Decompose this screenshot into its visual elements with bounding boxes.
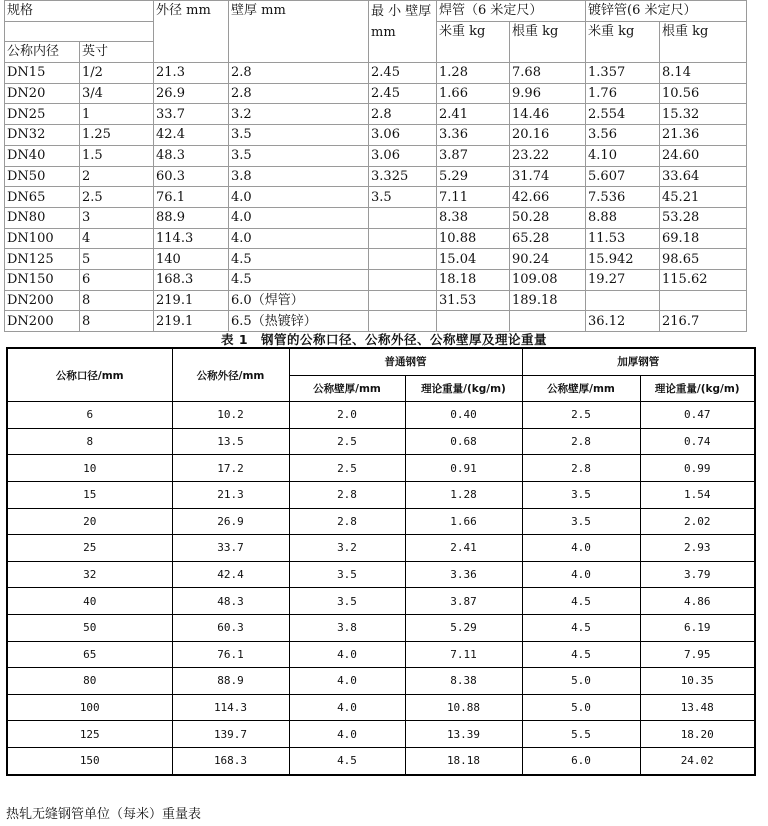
header-ordinary-weight: 理论重量/(kg/m) — [405, 375, 522, 402]
cell-galv-per-piece: 216.7 — [660, 311, 747, 332]
cell-nominal-bore: 150 — [7, 747, 172, 774]
cell-thickened-wall: 3.5 — [522, 481, 640, 508]
cell-ordinary-weight: 3.87 — [405, 588, 522, 615]
cell-ordinary-weight: 7.11 — [405, 641, 522, 668]
cell-thickened-wall: 3.5 — [522, 508, 640, 535]
cell-galv-per-piece: 10.56 — [660, 83, 747, 104]
cell-welded-per-piece: 14.46 — [510, 104, 586, 125]
cell-welded-per-piece: 50.28 — [510, 207, 586, 228]
cell-galv-per-piece: 45.21 — [660, 187, 747, 208]
cell-min-wall — [369, 290, 437, 311]
cell-inch: 2 — [80, 166, 154, 187]
cell-ordinary-wall: 4.0 — [289, 668, 405, 695]
header-spec: 规格 — [5, 1, 154, 22]
cell-welded-per-meter: 18.18 — [437, 269, 510, 290]
cell-min-wall: 2.8 — [369, 104, 437, 125]
cell-thickened-weight: 7.95 — [640, 641, 755, 668]
cell-nominal-bore: 50 — [7, 614, 172, 641]
cell-welded-per-meter: 1.28 — [437, 63, 510, 84]
cell-inch: 8 — [80, 290, 154, 311]
table-row — [5, 166, 747, 187]
cell-nominal-od: 139.7 — [172, 721, 289, 748]
header-welded-per-piece: 根重 kg — [510, 21, 586, 62]
cell-galv-per-piece: 8.14 — [660, 63, 747, 84]
cell-thickened-weight: 18.20 — [640, 721, 755, 748]
cell-nominal-od: 33.7 — [172, 535, 289, 562]
cell-nominal-bore: 25 — [7, 535, 172, 562]
cell-ordinary-weight: 10.88 — [405, 694, 522, 721]
cell-outer-diameter: 21.3 — [154, 63, 229, 84]
cell-galv-per-meter: 1.357 — [586, 63, 660, 84]
table-row — [5, 207, 747, 228]
cell-wall: 3.5 — [229, 125, 369, 146]
cell-ordinary-weight: 0.40 — [405, 402, 522, 429]
cell-welded-per-meter: 3.36 — [437, 125, 510, 146]
cell-nominal-od: 88.9 — [172, 668, 289, 695]
cell-thickened-wall: 4.0 — [522, 535, 640, 562]
cell-wall: 4.5 — [229, 249, 369, 270]
cell-nominal-od: 76.1 — [172, 641, 289, 668]
cell-ordinary-wall: 4.5 — [289, 747, 405, 774]
cell-ordinary-wall: 2.8 — [289, 481, 405, 508]
footer-note: 热轧无缝钢管单位（每米）重量表 — [6, 807, 202, 822]
cell-dn: DN100 — [5, 228, 80, 249]
cell-min-wall: 3.06 — [369, 125, 437, 146]
cell-wall: 4.5 — [229, 269, 369, 290]
cell-nominal-bore: 125 — [7, 721, 172, 748]
cell-thickened-wall: 5.5 — [522, 721, 640, 748]
header-spec-spacer — [5, 21, 154, 42]
cell-galv-per-piece: 33.64 — [660, 166, 747, 187]
cell-welded-per-meter: 31.53 — [437, 290, 510, 311]
cell-galv-per-meter: 3.56 — [586, 125, 660, 146]
header-ordinary-pipe: 普通钢管 — [289, 348, 522, 375]
cell-outer-diameter: 76.1 — [154, 187, 229, 208]
cell-outer-diameter: 42.4 — [154, 125, 229, 146]
cell-thickened-weight: 10.35 — [640, 668, 755, 695]
cell-welded-per-piece — [510, 311, 586, 332]
cell-nominal-bore: 100 — [7, 694, 172, 721]
cell-thickened-wall: 4.5 — [522, 641, 640, 668]
cell-dn: DN20 — [5, 83, 80, 104]
cell-welded-per-piece: 31.74 — [510, 166, 586, 187]
cell-min-wall — [369, 249, 437, 270]
table-row — [7, 455, 755, 482]
cell-ordinary-weight: 8.38 — [405, 668, 522, 695]
cell-outer-diameter: 60.3 — [154, 166, 229, 187]
header-thickened-wall: 公称壁厚/mm — [522, 375, 640, 402]
cell-wall: 2.8 — [229, 83, 369, 104]
cell-ordinary-weight: 2.41 — [405, 535, 522, 562]
cell-welded-per-meter: 8.38 — [437, 207, 510, 228]
cell-welded-per-meter: 2.41 — [437, 104, 510, 125]
cell-outer-diameter: 88.9 — [154, 207, 229, 228]
cell-galv-per-meter: 15.942 — [586, 249, 660, 270]
header-ordinary-wall: 公称壁厚/mm — [289, 375, 405, 402]
table-row — [7, 428, 755, 455]
cell-welded-per-piece: 189.18 — [510, 290, 586, 311]
cell-thickened-wall: 4.5 — [522, 588, 640, 615]
table-row — [5, 83, 747, 104]
cell-galv-per-piece: 69.18 — [660, 228, 747, 249]
header-inch: 英寸 — [80, 42, 154, 63]
header-thickened-weight: 理论重量/(kg/m) — [640, 375, 755, 402]
header-galv-per-piece: 根重 kg — [660, 21, 747, 62]
header-nominal-bore: 公称口径/mm — [7, 348, 172, 402]
table-row — [7, 481, 755, 508]
header-welded-pipe: 焊管（6 米定尺） — [437, 1, 586, 22]
cell-galv-per-meter: 19.27 — [586, 269, 660, 290]
cell-galv-per-piece — [660, 290, 747, 311]
cell-inch: 1.25 — [80, 125, 154, 146]
cell-nominal-bore: 15 — [7, 481, 172, 508]
steel-pipe-weight-table — [6, 347, 756, 776]
cell-nominal-od: 60.3 — [172, 614, 289, 641]
cell-welded-per-piece: 90.24 — [510, 249, 586, 270]
cell-galv-per-meter: 4.10 — [586, 145, 660, 166]
cell-outer-diameter: 114.3 — [154, 228, 229, 249]
pipe-spec-table — [4, 0, 747, 332]
cell-nominal-od: 10.2 — [172, 402, 289, 429]
cell-nominal-bore: 6 — [7, 402, 172, 429]
cell-outer-diameter: 219.1 — [154, 311, 229, 332]
cell-thickened-weight: 13.48 — [640, 694, 755, 721]
cell-welded-per-meter: 1.66 — [437, 83, 510, 104]
cell-ordinary-weight: 1.28 — [405, 481, 522, 508]
cell-welded-per-meter: 7.11 — [437, 187, 510, 208]
cell-outer-diameter: 140 — [154, 249, 229, 270]
cell-wall: 3.5 — [229, 145, 369, 166]
cell-thickened-wall: 2.8 — [522, 428, 640, 455]
table-row — [5, 145, 747, 166]
cell-outer-diameter: 33.7 — [154, 104, 229, 125]
cell-wall: 3.2 — [229, 104, 369, 125]
cell-ordinary-wall: 3.5 — [289, 588, 405, 615]
table-row — [7, 508, 755, 535]
header-galvanized-pipe: 镀锌管(6 米定尺） — [586, 1, 747, 22]
cell-welded-per-piece: 42.66 — [510, 187, 586, 208]
cell-ordinary-weight: 13.39 — [405, 721, 522, 748]
cell-ordinary-weight: 0.91 — [405, 455, 522, 482]
cell-min-wall: 2.45 — [369, 63, 437, 84]
cell-min-wall — [369, 269, 437, 290]
cell-thickened-weight: 4.86 — [640, 588, 755, 615]
cell-thickened-wall: 5.0 — [522, 668, 640, 695]
cell-nominal-bore: 8 — [7, 428, 172, 455]
header-thickened-pipe: 加厚钢管 — [522, 348, 755, 375]
cell-dn: DN200 — [5, 290, 80, 311]
cell-dn: DN150 — [5, 269, 80, 290]
cell-welded-per-piece: 65.28 — [510, 228, 586, 249]
cell-min-wall: 3.325 — [369, 166, 437, 187]
cell-outer-diameter: 219.1 — [154, 290, 229, 311]
cell-nominal-od: 17.2 — [172, 455, 289, 482]
cell-outer-diameter: 48.3 — [154, 145, 229, 166]
cell-welded-per-piece: 109.08 — [510, 269, 586, 290]
cell-thickened-weight: 0.74 — [640, 428, 755, 455]
table-row — [7, 668, 755, 695]
cell-welded-per-meter — [437, 311, 510, 332]
cell-ordinary-wall: 2.0 — [289, 402, 405, 429]
cell-wall: 2.8 — [229, 63, 369, 84]
cell-galv-per-piece: 24.60 — [660, 145, 747, 166]
cell-nominal-bore: 65 — [7, 641, 172, 668]
cell-thickened-weight: 24.02 — [640, 747, 755, 774]
table-row — [5, 125, 747, 146]
cell-wall: 4.0 — [229, 228, 369, 249]
table-row — [7, 694, 755, 721]
cell-dn: DN125 — [5, 249, 80, 270]
cell-dn: DN40 — [5, 145, 80, 166]
cell-ordinary-weight: 5.29 — [405, 614, 522, 641]
cell-welded-per-meter: 15.04 — [437, 249, 510, 270]
cell-dn: DN65 — [5, 187, 80, 208]
cell-welded-per-meter: 3.87 — [437, 145, 510, 166]
cell-welded-per-meter: 10.88 — [437, 228, 510, 249]
table-row — [7, 561, 755, 588]
cell-nominal-bore: 40 — [7, 588, 172, 615]
cell-wall: 4.0 — [229, 187, 369, 208]
cell-thickened-wall: 4.5 — [522, 614, 640, 641]
cell-dn: DN25 — [5, 104, 80, 125]
cell-ordinary-wall: 4.0 — [289, 641, 405, 668]
cell-min-wall — [369, 228, 437, 249]
table-row — [5, 269, 747, 290]
cell-inch: 1/2 — [80, 63, 154, 84]
cell-welded-per-meter: 5.29 — [437, 166, 510, 187]
cell-min-wall: 2.45 — [369, 83, 437, 104]
cell-inch: 3 — [80, 207, 154, 228]
cell-ordinary-wall: 3.2 — [289, 535, 405, 562]
table-row — [5, 228, 747, 249]
cell-nominal-bore: 32 — [7, 561, 172, 588]
cell-galv-per-piece: 53.28 — [660, 207, 747, 228]
cell-outer-diameter: 26.9 — [154, 83, 229, 104]
table-row — [7, 588, 755, 615]
cell-ordinary-weight: 3.36 — [405, 561, 522, 588]
cell-nominal-bore: 80 — [7, 668, 172, 695]
table-row — [7, 535, 755, 562]
header-wall-thickness: 壁厚 mm — [229, 1, 369, 63]
cell-thickened-weight: 2.02 — [640, 508, 755, 535]
cell-galv-per-meter — [586, 290, 660, 311]
cell-thickened-weight: 0.47 — [640, 402, 755, 429]
cell-min-wall — [369, 311, 437, 332]
cell-ordinary-wall: 4.0 — [289, 694, 405, 721]
cell-galv-per-piece: 98.65 — [660, 249, 747, 270]
table-row — [7, 747, 755, 774]
cell-wall: 6.5（热镀锌） — [229, 311, 369, 332]
cell-dn: DN80 — [5, 207, 80, 228]
table-row — [5, 104, 747, 125]
cell-galv-per-piece: 15.32 — [660, 104, 747, 125]
cell-ordinary-wall: 4.0 — [289, 721, 405, 748]
cell-dn: DN32 — [5, 125, 80, 146]
cell-min-wall: 3.5 — [369, 187, 437, 208]
cell-galv-per-meter: 11.53 — [586, 228, 660, 249]
cell-galv-per-meter: 1.76 — [586, 83, 660, 104]
cell-nominal-od: 42.4 — [172, 561, 289, 588]
table-caption: 表 1 钢管的公称口径、公称外径、公称壁厚及理论重量 — [220, 332, 548, 347]
table-row — [5, 187, 747, 208]
cell-inch: 6 — [80, 269, 154, 290]
cell-dn: DN200 — [5, 311, 80, 332]
cell-outer-diameter: 168.3 — [154, 269, 229, 290]
cell-wall: 3.8 — [229, 166, 369, 187]
cell-galv-per-piece: 115.62 — [660, 269, 747, 290]
cell-ordinary-wall: 2.8 — [289, 508, 405, 535]
cell-ordinary-wall: 3.5 — [289, 561, 405, 588]
cell-welded-per-piece: 9.96 — [510, 83, 586, 104]
cell-thickened-wall: 5.0 — [522, 694, 640, 721]
cell-ordinary-weight: 1.66 — [405, 508, 522, 535]
cell-ordinary-wall: 3.8 — [289, 614, 405, 641]
cell-thickened-weight: 2.93 — [640, 535, 755, 562]
cell-min-wall — [369, 207, 437, 228]
cell-thickened-wall: 2.8 — [522, 455, 640, 482]
cell-inch: 3/4 — [80, 83, 154, 104]
cell-welded-per-piece: 20.16 — [510, 125, 586, 146]
cell-ordinary-weight: 18.18 — [405, 747, 522, 774]
cell-galv-per-meter: 5.607 — [586, 166, 660, 187]
header-galv-per-meter: 米重 kg — [586, 21, 660, 62]
cell-inch: 1.5 — [80, 145, 154, 166]
cell-nominal-od: 168.3 — [172, 747, 289, 774]
cell-thickened-wall: 2.5 — [522, 402, 640, 429]
cell-ordinary-weight: 0.68 — [405, 428, 522, 455]
cell-nominal-od: 114.3 — [172, 694, 289, 721]
cell-nominal-od: 26.9 — [172, 508, 289, 535]
cell-inch: 1 — [80, 104, 154, 125]
cell-wall: 4.0 — [229, 207, 369, 228]
cell-thickened-wall: 4.0 — [522, 561, 640, 588]
table-row — [5, 249, 747, 270]
header-min-wall: 最 小 壁厚 mm — [369, 1, 437, 63]
cell-thickened-wall: 6.0 — [522, 747, 640, 774]
header-nominal-od: 公称外径/mm — [172, 348, 289, 402]
cell-min-wall: 3.06 — [369, 145, 437, 166]
cell-galv-per-meter: 36.12 — [586, 311, 660, 332]
cell-ordinary-wall: 2.5 — [289, 455, 405, 482]
cell-galv-per-piece: 21.36 — [660, 125, 747, 146]
cell-inch: 2.5 — [80, 187, 154, 208]
cell-thickened-weight: 6.19 — [640, 614, 755, 641]
table-row — [5, 63, 747, 84]
cell-galv-per-meter: 8.88 — [586, 207, 660, 228]
cell-nominal-bore: 10 — [7, 455, 172, 482]
cell-inch: 5 — [80, 249, 154, 270]
cell-nominal-od: 48.3 — [172, 588, 289, 615]
cell-galv-per-meter: 2.554 — [586, 104, 660, 125]
table-row — [7, 402, 755, 429]
cell-welded-per-piece: 7.68 — [510, 63, 586, 84]
cell-thickened-weight: 0.99 — [640, 455, 755, 482]
cell-welded-per-piece: 23.22 — [510, 145, 586, 166]
cell-dn: DN50 — [5, 166, 80, 187]
table-row — [5, 290, 747, 311]
table-row — [5, 311, 747, 332]
header-outer-diameter: 外径 mm — [154, 1, 229, 63]
table-row — [7, 614, 755, 641]
cell-nominal-bore: 20 — [7, 508, 172, 535]
cell-inch: 8 — [80, 311, 154, 332]
cell-wall: 6.0（焊管） — [229, 290, 369, 311]
cell-thickened-weight: 3.79 — [640, 561, 755, 588]
header-welded-per-meter: 米重 kg — [437, 21, 510, 62]
cell-nominal-od: 13.5 — [172, 428, 289, 455]
header-nominal-id: 公称内径 — [5, 42, 80, 63]
table-row — [7, 721, 755, 748]
cell-nominal-od: 21.3 — [172, 481, 289, 508]
cell-inch: 4 — [80, 228, 154, 249]
cell-galv-per-meter: 7.536 — [586, 187, 660, 208]
table-row — [7, 641, 755, 668]
cell-thickened-weight: 1.54 — [640, 481, 755, 508]
cell-dn: DN15 — [5, 63, 80, 84]
cell-ordinary-wall: 2.5 — [289, 428, 405, 455]
